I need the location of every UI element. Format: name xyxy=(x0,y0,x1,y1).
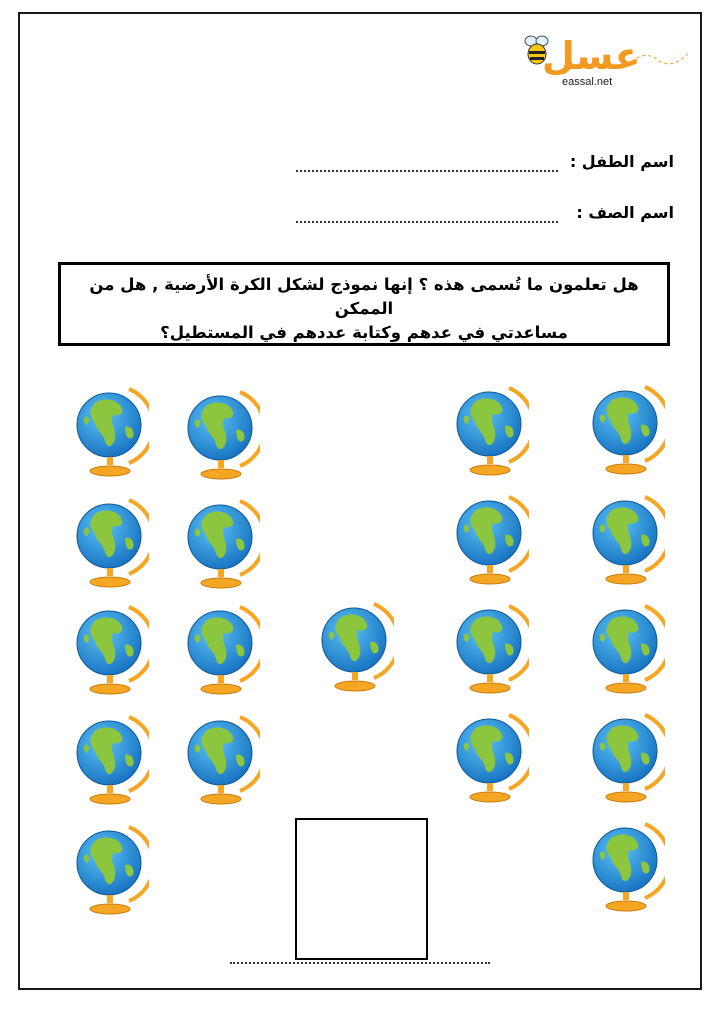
child-name-row xyxy=(274,152,674,176)
child-name-input-line[interactable] xyxy=(296,170,558,172)
globe-icon xyxy=(453,600,529,696)
globe-icon xyxy=(453,709,529,805)
class-name-row xyxy=(274,203,674,227)
globe-icon xyxy=(589,709,665,805)
globe-icon xyxy=(453,491,529,587)
logo-url: eassal.net xyxy=(562,76,613,88)
globe-icon xyxy=(73,494,149,590)
globe-icon xyxy=(318,598,394,694)
logo xyxy=(522,28,692,98)
answer-rectangle[interactable] xyxy=(295,818,428,960)
class-name-input-line[interactable] xyxy=(296,221,558,223)
child-name-label: اسم الطفل : xyxy=(569,152,674,171)
globe-icon xyxy=(73,383,149,479)
globe-icon xyxy=(184,495,260,591)
globe-icon xyxy=(184,711,260,807)
globe-icon xyxy=(453,382,529,478)
globe-icon xyxy=(184,386,260,482)
class-name-label: اسم الصف : xyxy=(576,203,674,222)
globe-icon xyxy=(589,818,665,914)
globe-icon xyxy=(589,491,665,587)
question-box xyxy=(58,262,670,346)
question-line-2: مساعدتي في عدهم وكتابة عددهم في المستطيل؟ xyxy=(160,323,568,342)
answer-line[interactable] xyxy=(230,962,490,964)
question-line-1: هل تعلمون ما تُسمى هذه ؟ إنها نموذج لشكل الكرة الأرضية , هل من الممكن xyxy=(89,275,639,318)
globe-icon xyxy=(589,600,665,696)
globe-icon xyxy=(73,821,149,917)
logo-wordmark: عسل xyxy=(542,34,641,78)
globe-icon xyxy=(73,711,149,807)
globe-icon xyxy=(589,381,665,477)
bee-trail-icon xyxy=(630,48,690,68)
globe-icon xyxy=(73,601,149,697)
globe-icon xyxy=(184,601,260,697)
